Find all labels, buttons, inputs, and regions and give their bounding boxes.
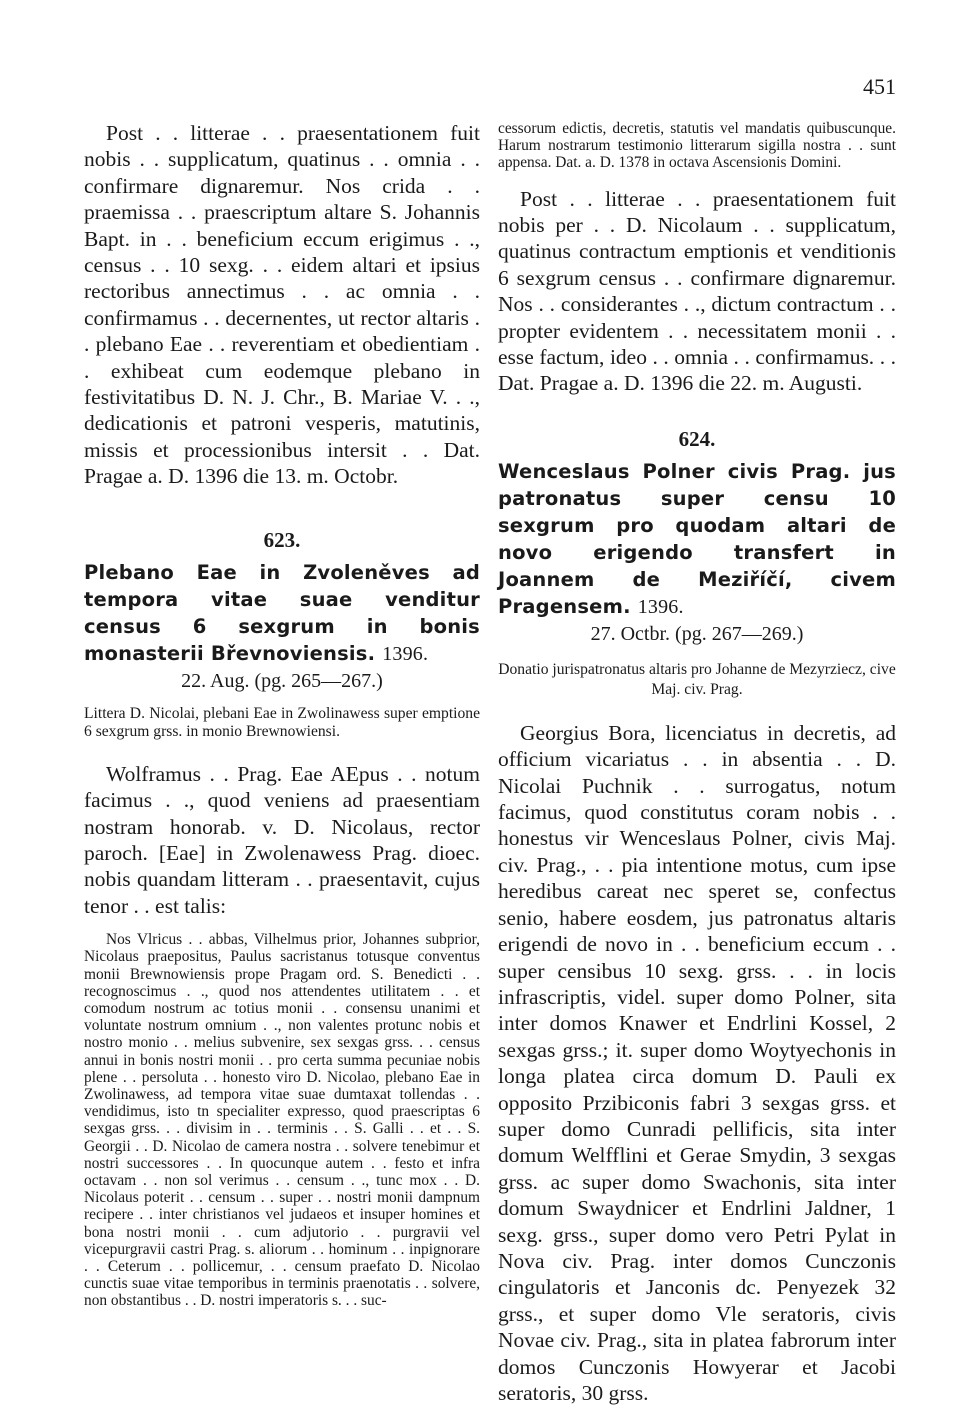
- doc-624-regest: Donatio jurispatronatus altaris pro Johanne de Mezyrziecz, cive Maj. civ. Prag.: [498, 660, 896, 698]
- left-column: [84, 120, 480, 1310]
- doc-623-heading-text: Plebano Eae in Zvoleněves ad tempora vitae suae venditur census 6 sexgrum in bonis monasterii Břevnoviensis.: [84, 560, 480, 665]
- doc-624-heading-year: 1396.: [637, 595, 684, 618]
- right-column: [498, 120, 896, 1406]
- doc-623-main-text: Wolframus . . Prag. Eae AEpus . . notum facimus . ., quod veniens ad praesentiam nostram honorab. v. D. Nicolaus, rector paroch. [Eae] in Zwolenawess Prag. dioec. nobis quandam litteram . . praesentavit, cujus tenor . . est talis:: [84, 761, 480, 918]
- doc-623-heading-year: 1396.: [382, 642, 429, 665]
- doc-624-main-text: Georgius Bora, licenciatus in decretis, ad officium vicariatus . . in absentia . . D. Nicolai Puchnik . . surrogatus, notum facimus, quod constitutus coram nobis . . honestus vir Wenceslaus Polner, civis Maj. civ. Prag., . . pia intentione motus, cum ipse heredibus careat nec speret se, confectus senio, habere eosdem, jus patronatus altaris erigendi de novo in . . beneficium eccum . . super censibus 10 sexg. grss. . . in locis infrascriptis, videl. super domo Polner, sita inter domos Knawer et Endrlini Kossel, 2 sexgas grss.; it. super domo Woytyechonis in longa platea circa domum D. Pauli ex opposito Przibiconis fabri 3 sexgas grss. et super domo Cunradi pellificis, sita inter domum Welfflini et Gerae Smydin, 3 sexgas grss. ac super domo Swachonis, sita inter domum Swaydnicer et Endrlini Jaldner, 1 sexg. grss., super domo vero Petri Pylat in Nova civ. Prag. inter domos Cunczonis cingulatoris et Janconis dc. Penyezek 32 grss., et super domo Vle seratoris, civis Novae civ. Prag., sita in platea fabrorum inter domos Cunczonis Howyerar et Jacobi seratoris, 30 grss.: [498, 720, 896, 1406]
- right-post-text: Post . . litterae . . praesentationem fuit nobis per . . D. Nicolaum . . supplicatum, quatinus contractum emptionis et venditionis 6 sexgrum census . . confirmare dignaremur. Nos . . considerantes . ., dictum contractum . . propter evidentem . . necessitatem monii . . esse factum, ideo . . omnia . . confirmamus. . . Dat. Pragae a. D. 1396 die 22. m. Augusti.: [498, 186, 896, 396]
- doc-number-624: 624.: [678, 426, 716, 451]
- doc-number-623: 623.: [263, 527, 301, 552]
- doc-623-regest: Littera D. Nicolai, plebani Eae in Zwolinawess super emptione 6 sexgrum grss. in monio Brewnowiensi.: [84, 704, 480, 740]
- doc-623-heading-date: 22. Aug. (pg. 265—267.): [181, 669, 383, 692]
- right-continued-text: cessorum edictis, decretis, statutis vel mandatis quibuscunque. Harum nostrarum testimonio litterarum sigilla nostra . . sunt appensa. Dat. a. D. 1378 in octava Ascensionis Domini.: [498, 120, 896, 172]
- doc-624-heading-date: 27. Octbr. (pg. 267—269.): [590, 622, 804, 645]
- page-number: 451: [863, 74, 896, 99]
- doc-623-heading: [84, 559, 480, 668]
- doc-623-quoted-text: Nos Vlricus . . abbas, Vilhelmus prior, Johannes subprior, Nicolaus praepositus, Paulus sacristanus totusque conventus monii Brewnowiensis prope Pragam ord. S. Benedicti . . recognoscimus . ., quod nos attendentes utilitatem . . et comodum nostrum ac totius monii . . consensu unanimi et voluntate nostrum omnium . ., non valentes protunc nobis et nostro monio . . melius subvenire, sex sexgas grss. . . census annui in bonis nostri monii . . pro certa summa pecuniae nobis plene . . persoluta . . honesto viro D. Nicolao, plebano Eae in Zwolinawess, ad tempora vitae suae dumtaxat tollendas . . vendidimus, isto tn specialiter expresso, quod praescriptas 6 sexgas grss. . . divisim in . . terminis . . S. Galli . . et . . S. Georgii . . D. Nicolao de camera nostra . . solvere tenebimur et nostri successores . . In quocunque autem . . festo et infra octavam . . non sol verimus . . censum . ., tunc mox . . D. Nicolaus poterit . . censum . . super . . nostri monii dampnum recipere . . inter christianos vel judaeos et insuper homines et bona nostri monii . . cum adjutorio . . purgravii vel vicepurgravii castri Prag. s. aliorum . . hominum . . inpignorare . . Ceterum . . pollicemur, . . censum praefato D. Nicolao cunctis suae vitae temporibus in terminis praenotatis . . solvere, non obstantibus . . D. nostri imperatoris s. . . suc-: [84, 931, 480, 1310]
- left-intro-text: Post . . litterae . . praesentationem fuit nobis . . supplicatum, quatinus . . omnia . . confirmare dignaremur. Nos crida . . praemissa . . praescriptum altare S. Johannis Bapt. in . . beneficium eccum erigimus . ., census . . 10 sexg. . . eidem altari et ipsius rectoribus annectimus . . ac omnia . . confirmamus . . decernentes, ut rector altaris . . plebano Eae . . reverentiam et obedientiam . . exhibeat cum eodemque plebano in festivitatibus D. N. J. Chr., B. Mariae V. . ., dedicationis et patroni vesperis, matutinis, missis et processionibus intersit . . Dat. Pragae a. D. 1396 die 13. m. Octobr.: [84, 121, 480, 489]
- doc-624-heading: [498, 458, 896, 621]
- doc-624-heading-text: Wenceslaus Polner civis Prag. jus patronatus super censu 10 sexgrum pro quodam altari de novo erigendo transfert in Joannem de Meziříčí, civem Pragensem.: [498, 459, 896, 618]
